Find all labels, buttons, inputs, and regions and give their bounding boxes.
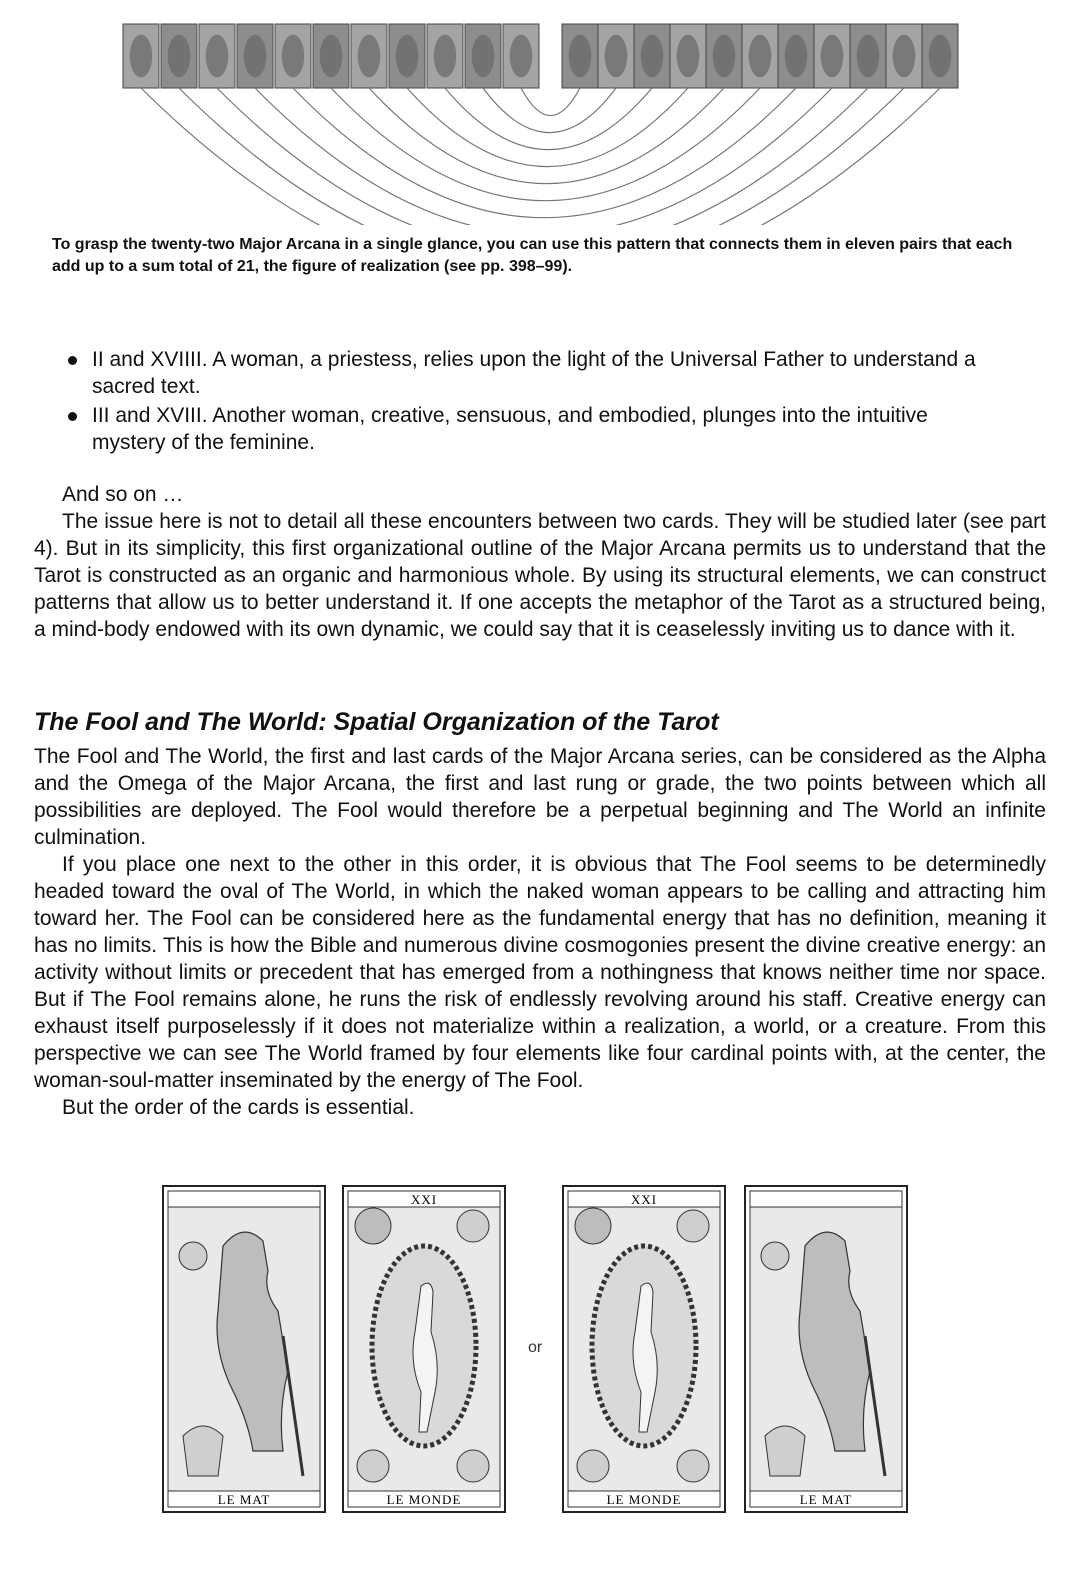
arcana-thumbnail bbox=[634, 24, 670, 88]
paragraph: The Fool and The World, the first and last cards of the Major Arcana series, can be considered as the Alpha and the Omega of the Major Arcana, the first and last rung or grade, the two points between which all possibilities are deployed. The Fool would therefore be a perpetual beginning and The World an infinite culmination. bbox=[34, 745, 1046, 849]
card-number: XXI bbox=[410, 1192, 438, 1207]
card-label: LE MONDE bbox=[606, 1492, 682, 1507]
arcana-thumbnail bbox=[742, 24, 778, 88]
arcana-thumbnail bbox=[161, 24, 197, 88]
paragraph: If you place one next to the other in this order, it is obvious that The Fool seems to be determinedly headed toward the oval of The World, in which the naked woman appears to be calling and attracting him toward her. The Fool can be considered here as the fundamental energy that has no definition, meaning it has no limits. This is how the Bible and numerous divine cosmogonies present the divine creative energy: an activity without limits or precedent that has emerged from a nothingness that knows neither time nor space. But if The Fool remains alone, he runs the risk of endlessly revolving around his staff. Creative energy can exhaust itself purposelessly if it does not materialize within a realization, a world, or a creature. From this perspective we can see The World framed by four elements like four cardinal points with, at the center, the woman-soul-matter inseminated by the energy of The Fool. bbox=[34, 853, 1046, 1092]
arcana-thumbnail bbox=[123, 24, 159, 88]
arcana-thumbnail bbox=[778, 24, 814, 88]
arcana-thumbnail bbox=[598, 24, 634, 88]
arcana-thumbnail bbox=[814, 24, 850, 88]
pair-arc bbox=[369, 88, 724, 184]
or-label: or bbox=[528, 1339, 543, 1356]
arcana-thumbnail bbox=[389, 24, 425, 88]
list-item: II and XVIIII. A woman, a priestess, relies upon the light of the Universal Father to understand a sacred text. bbox=[60, 346, 1000, 400]
arcana-thumbnail bbox=[351, 24, 387, 88]
arcana-thumbnail bbox=[670, 24, 706, 88]
pair-arc bbox=[179, 88, 904, 225]
card-le-mat-right bbox=[745, 1186, 907, 1512]
arcana-thumbnail-strip bbox=[123, 24, 958, 88]
pair-arc bbox=[141, 88, 940, 225]
card-le-monde-left bbox=[343, 1186, 505, 1512]
card-label: LE MAT bbox=[799, 1492, 853, 1507]
card-le-mat-left bbox=[163, 1186, 325, 1512]
arcana-thumbnail bbox=[850, 24, 886, 88]
body-text-block bbox=[34, 743, 1046, 1121]
arcana-thumbnail bbox=[313, 24, 349, 88]
arcana-thumbnail bbox=[922, 24, 958, 88]
card-label: LE MAT bbox=[217, 1492, 271, 1507]
pair-arc bbox=[445, 88, 652, 150]
arcana-thumbnail bbox=[237, 24, 273, 88]
arcana-thumbnail bbox=[465, 24, 501, 88]
paragraph: And so on … bbox=[62, 483, 184, 506]
figure-caption: To grasp the twenty-two Major Arcana in a single glance, you can use this pattern that connects them in eleven pairs that each add up to a sum total of 21, the figure of realization (see pp. 398–99). bbox=[52, 236, 1013, 275]
arcana-thumbnail bbox=[562, 24, 598, 88]
pair-connecting-arcs bbox=[141, 88, 940, 225]
major-arcana-pairs-diagram bbox=[0, 0, 1080, 225]
card-label: LE MONDE bbox=[386, 1492, 462, 1507]
arcana-thumbnail bbox=[706, 24, 742, 88]
paragraph: The issue here is not to detail all these encounters between two cards. They will be studied later (see part 4). But in its simplicity, this first organizational outline of the Major Arcana permits us to understand that the Tarot is constructed as an organic and harmonious whole. By using its structural elements, we can construct patterns that allow us to better understand it. If one accepts the metaphor of the Tarot as a structured being, a mind-body endowed with its own dynamic, we could say that it is ceaselessly inviting us to dance with it. bbox=[34, 510, 1046, 641]
pair-arc bbox=[521, 88, 580, 116]
pair-arc bbox=[483, 88, 616, 133]
card-le-monde-right bbox=[563, 1186, 725, 1512]
arcana-thumbnail bbox=[275, 24, 311, 88]
pair-arc bbox=[293, 88, 796, 218]
arcana-thumbnail bbox=[503, 24, 539, 88]
arcana-thumbnail bbox=[427, 24, 463, 88]
pair-arc bbox=[255, 88, 832, 225]
arcana-thumbnail bbox=[199, 24, 235, 88]
pair-bullet-list bbox=[60, 346, 1000, 458]
list-item: III and XVIII. Another woman, creative, sensuous, and embodied, plunges into the intuitive mystery of the feminine. bbox=[60, 402, 1000, 456]
arcana-thumbnail bbox=[886, 24, 922, 88]
paragraph: But the order of the cards is essential. bbox=[62, 1096, 415, 1119]
body-text-block bbox=[34, 481, 1046, 643]
section-heading: The Fool and The World: Spatial Organization of the Tarot bbox=[34, 708, 719, 736]
card-number: XXI bbox=[630, 1192, 658, 1207]
